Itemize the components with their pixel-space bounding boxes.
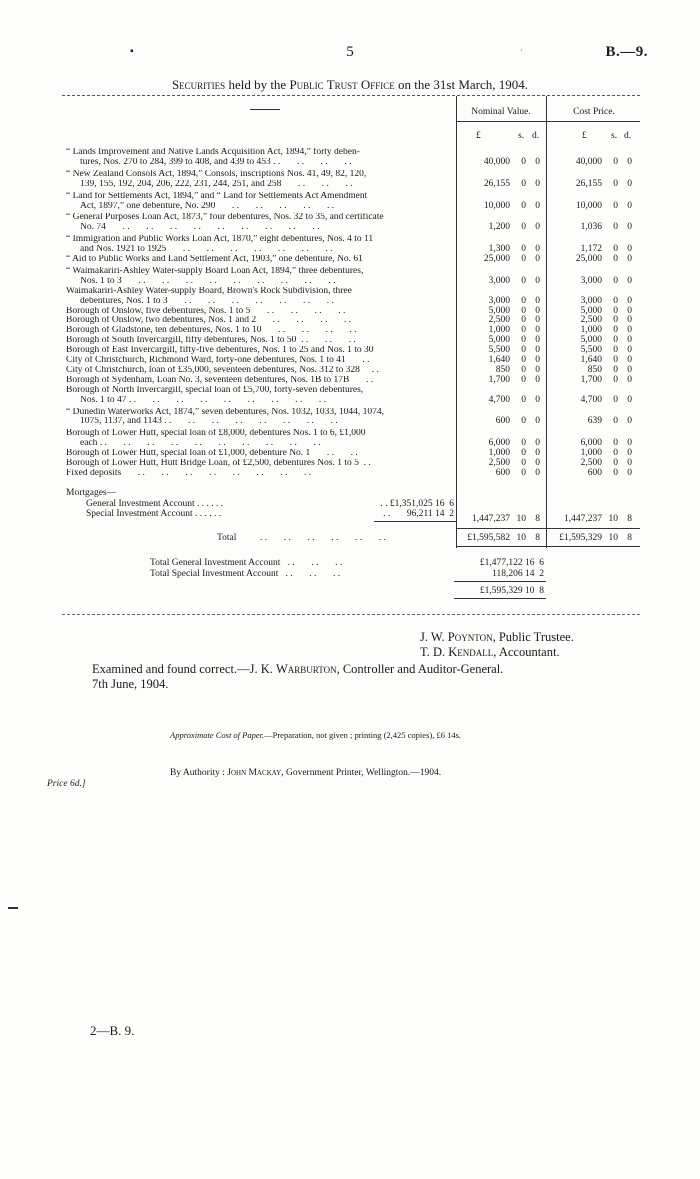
- grand-total-cost-s: 10: [608, 533, 618, 543]
- cell-cost-pence: 0: [627, 178, 632, 189]
- cell-nominal-shillings: 0: [521, 448, 526, 459]
- cell-cost-pence: 0: [627, 335, 632, 346]
- cell-cost-pounds: 26,155: [575, 178, 602, 189]
- cell-nominal-pounds: 850: [495, 364, 510, 375]
- table-bottom-rule: [62, 614, 640, 615]
- cell-cost-shillings: 0: [613, 244, 618, 255]
- cell-nominal-shillings: 0: [521, 394, 526, 405]
- cell-nominal-pounds: 1,700: [488, 374, 510, 385]
- row-text: debentures, Nos. 1 to 3 . . . . . . . . . . . . . .: [80, 296, 334, 306]
- authority-name: John Mackay: [227, 768, 282, 778]
- row-text: Borough of Sydenham, Loan No. 3, seventeen debentures, Nos. 1B to 17B . .: [66, 375, 374, 385]
- summary-general-label: Total General Investment Account . . . . . .: [150, 558, 343, 568]
- audit-prefix: Examined and found correct.—J. K.: [92, 662, 276, 676]
- cell-nominal-pence: 0: [535, 416, 540, 427]
- row-text: “ Waimakariri-Ashley Water-supply Board Loan Act, 1894,” three debentures,: [66, 266, 364, 276]
- signature-role-trustee: , Public Trustee.: [492, 630, 574, 644]
- grand-total-cost-d: 8: [627, 533, 632, 543]
- row-text: 139, 155, 192, 204, 206, 222, 231, 244, 251, and 258 . . . . . .: [80, 179, 353, 189]
- cell-cost-pounds: 1,172: [580, 244, 602, 255]
- cell-nominal-pounds: 1,200: [488, 222, 510, 233]
- total-leaders: . . . . . . . . . . . .: [260, 533, 386, 543]
- cell-cost-pence: 0: [627, 438, 632, 449]
- title-rest: on the 31st March, 1904.: [394, 77, 529, 92]
- price: Price 6d.]: [47, 779, 86, 789]
- title-securities: Securities: [171, 77, 226, 92]
- mortgage-special-amount: . . 96,211 14 2: [383, 509, 454, 519]
- cell-nominal-pounds: 1,300: [488, 244, 510, 255]
- cell-nominal-shillings: 0: [521, 275, 526, 286]
- cell-nominal-shillings: 0: [521, 458, 526, 468]
- cell-nominal-shillings: 0: [521, 200, 526, 211]
- row-text: Borough of Onslow, five debentures, Nos. 1 to 5 . . . . . . . .: [66, 306, 346, 316]
- cell-cost-pence: 0: [627, 458, 632, 468]
- cell-nominal-pence: 0: [535, 295, 540, 306]
- total-rule-bottom: [456, 546, 640, 547]
- cell-nominal-shillings: 0: [521, 374, 526, 385]
- summary-special-amount: 118,206 14 2: [492, 569, 544, 579]
- row-text: Fixed deposits . . . . . . . . . . . . . . . .: [66, 468, 312, 478]
- authority-line: [170, 768, 441, 778]
- grand-total-cost: £1,595,329: [559, 533, 602, 543]
- row-text: 1075, 1137, and 1143 . . . . . . . . . . . . . . . .: [80, 417, 338, 427]
- cell-cost-pence: 0: [627, 416, 632, 427]
- cell-nominal-pence: 0: [535, 335, 540, 346]
- cell-cost-pounds: 850: [587, 364, 602, 375]
- audit-name: Warburton: [275, 662, 337, 676]
- row-text: tures, Nos. 270 to 284, 399 to 408, and 439 to 453 . . . . . . . .: [80, 157, 352, 167]
- cell-cost-shillings: 0: [613, 467, 618, 478]
- cell-nominal-shillings: 0: [521, 364, 526, 375]
- summary-special-label: Total Special Investment Account . . . . . .: [150, 569, 341, 579]
- cell-nominal-pounds: 2,500: [488, 315, 510, 326]
- cell-nominal-shillings: 0: [521, 355, 526, 365]
- mortgage-general-amount: . . £1,351,025 16 6: [380, 499, 454, 509]
- cell-cost-shillings: 0: [613, 254, 618, 264]
- cell-nominal-pence: 0: [535, 222, 540, 233]
- cell-cost-shillings: 0: [613, 416, 618, 427]
- cell-cost-shillings: 0: [613, 364, 618, 375]
- cell-nominal-shillings: 0: [521, 416, 526, 427]
- unit-d-cost: d.: [624, 131, 632, 141]
- cell-nominal-pounds: 4,700: [488, 394, 510, 405]
- row-text: No. 74 . . . . . . . . . . . . . . . . . .: [80, 223, 320, 233]
- row-text: Borough of Onslow, two debentures, Nos. 1 and 2 . . . . . . . .: [66, 316, 352, 326]
- cell-nominal-pence: 0: [535, 315, 540, 326]
- summary-general-amount: £1,477,122 16 6: [479, 558, 544, 568]
- unit-pound-nominal: £: [476, 131, 481, 141]
- print-mark-2: ·: [520, 46, 523, 55]
- cost-text: —Preparation, not given ; printing (2,425 copies), £6 14s.: [264, 730, 462, 740]
- cell-cost-shillings: 0: [613, 222, 618, 233]
- cell-nominal-shillings: 0: [521, 335, 526, 346]
- grand-total-nominal-s: 10: [516, 533, 526, 543]
- cell-nominal-pence: 0: [535, 467, 540, 478]
- row-text: Waimakariri-Ashley Water-supply Board, Brown's Rock Subdivision, three: [66, 286, 352, 296]
- cell-nominal-pence: 0: [535, 325, 540, 336]
- total-label: Total: [217, 533, 237, 543]
- column-header-nominal: Nominal Value.: [471, 107, 531, 117]
- cell-cost-pence: 0: [627, 355, 632, 365]
- title-mid: held by the: [225, 77, 290, 92]
- cell-cost-pence: 0: [627, 374, 632, 385]
- mortgage-total-cost: 1,447,237: [564, 514, 602, 524]
- row-text: Borough of Lower Hutt, Hutt Bridge Loan, of £2,500, debentures Nos. 1 to 5 . .: [66, 459, 371, 468]
- cell-cost-pounds: 600: [587, 467, 602, 478]
- cell-cost-shillings: 0: [613, 156, 618, 167]
- cell-nominal-pounds: 6,000: [488, 438, 510, 449]
- cell-cost-pence: 0: [627, 275, 632, 286]
- total-rule-top: [456, 528, 640, 529]
- cell-cost-pounds: 5,000: [580, 335, 602, 346]
- cell-nominal-shillings: 0: [521, 345, 526, 356]
- cell-cost-pounds: 2,500: [580, 315, 602, 326]
- row-text: Borough of North Invercargill, special loan of £5,700, forty-seven debentures,: [66, 385, 364, 395]
- cell-nominal-pence: 0: [535, 156, 540, 167]
- cell-cost-pounds: 639: [587, 416, 602, 427]
- row-text: “ Aid to Public Works and Land Settlement Act, 1903,” one debenture, No. 61: [66, 255, 363, 264]
- authority-prefix: By Authority :: [170, 768, 228, 778]
- cell-nominal-pence: 0: [535, 458, 540, 468]
- signature-accountant: [420, 645, 560, 660]
- cell-nominal-pounds: 600: [495, 416, 510, 427]
- row-text: Borough of Lower Hutt, special loan of £1,000, debenture No. 1 . . . .: [66, 449, 358, 459]
- row-text: “ Lands Improvement and Native Lands Acquisition Act, 1894,” forty deben-: [66, 148, 360, 157]
- cell-cost-shillings: 0: [613, 438, 618, 449]
- cell-cost-shillings: 0: [613, 374, 618, 385]
- summary-total-amount: £1,595,329 10 8: [479, 586, 544, 596]
- cell-nominal-shillings: 0: [521, 315, 526, 326]
- document-reference: B.—9.: [605, 44, 648, 60]
- cell-nominal-shillings: 0: [521, 438, 526, 449]
- cell-nominal-pence: 0: [535, 438, 540, 449]
- cell-nominal-pence: 0: [535, 345, 540, 356]
- cell-cost-pence: 0: [627, 295, 632, 306]
- cell-nominal-pounds: 25,000: [483, 254, 510, 264]
- cell-cost-pence: 0: [627, 364, 632, 375]
- row-text: Nos. 1 to 3 . . . . . . . . . . . . . . . . . .: [80, 276, 336, 286]
- table-top-rule: [62, 95, 640, 96]
- cell-cost-pounds: 1,640: [580, 355, 602, 365]
- mortgage-total-nominal-d: 8: [535, 514, 540, 524]
- page-title: [0, 77, 700, 93]
- cell-cost-pounds: 2,500: [580, 458, 602, 468]
- cell-cost-pounds: 5,500: [580, 345, 602, 356]
- cell-cost-shillings: 0: [613, 325, 618, 336]
- cell-cost-shillings: 0: [613, 458, 618, 468]
- cell-nominal-pounds: 5,000: [488, 335, 510, 346]
- cell-nominal-pence: 0: [535, 254, 540, 264]
- cell-cost-pounds: 1,700: [580, 374, 602, 385]
- summary-rule-bottom: [454, 598, 546, 599]
- cell-cost-pounds: 6,000: [580, 438, 602, 449]
- cell-nominal-pence: 0: [535, 305, 540, 316]
- cell-cost-shillings: 0: [613, 448, 618, 459]
- cell-nominal-pounds: 26,155: [483, 178, 510, 189]
- title-office: Public Trust Office: [289, 77, 395, 92]
- cell-nominal-pounds: 5,500: [488, 345, 510, 356]
- cell-cost-shillings: 0: [613, 200, 618, 211]
- cell-cost-pounds: 40,000: [575, 156, 602, 167]
- column-divider-cost: [546, 96, 547, 548]
- cell-cost-shillings: 0: [613, 394, 618, 405]
- row-text: “ Dunedin Waterworks Act, 1874,” seven debentures, Nos. 1032, 1033, 1044, 1074,: [66, 407, 385, 417]
- cell-nominal-pounds: 10,000: [483, 200, 510, 211]
- cell-cost-pence: 0: [627, 305, 632, 316]
- signature-name-kendall: T. D. Kendall: [420, 645, 494, 659]
- signature-public-trustee: [420, 630, 574, 645]
- cell-cost-pounds: 1,000: [580, 325, 602, 336]
- row-text: “ General Purposes Loan Act, 1873,” four debentures, Nos. 32 to 35, and certificate: [66, 213, 384, 223]
- cell-cost-pounds: 4,700: [580, 394, 602, 405]
- row-text: “ Immigration and Public Works Loan Act, 1870,” eight debentures, Nos. 4 to 11: [66, 235, 374, 245]
- row-text: Act, 1897,” one debenture, No. 290 . . . . . . . . . .: [80, 201, 335, 211]
- audit-date: 7th June, 1904.: [92, 677, 169, 691]
- cell-cost-shillings: 0: [613, 315, 618, 326]
- unit-s-nominal: s.: [518, 131, 525, 141]
- cell-cost-shillings: 0: [613, 355, 618, 365]
- audit-suffix: , Controller and Auditor-General.: [336, 662, 504, 676]
- cell-cost-pounds: 3,000: [580, 275, 602, 286]
- cell-cost-pence: 0: [627, 448, 632, 459]
- cell-nominal-shillings: 0: [521, 295, 526, 306]
- cell-nominal-shillings: 0: [521, 244, 526, 255]
- mortgage-total-nominal-s: 10: [516, 514, 526, 524]
- cell-cost-pence: 0: [627, 325, 632, 336]
- row-text: Nos. 1 to 47 . . . . . . . . . . . . . . . . . .: [80, 395, 326, 405]
- row-text: “ New Zealand Consols Act, 1894,” Consols, inscriptions Nos. 41, 49, 82, 120,: [66, 169, 367, 179]
- cost-label: Approximate Cost of Paper.: [170, 730, 265, 740]
- cell-nominal-shillings: 0: [521, 467, 526, 478]
- cell-cost-pounds: 10,000: [575, 200, 602, 211]
- cell-nominal-pence: 0: [535, 275, 540, 286]
- mortgage-general-label: General Investment Account . . . . . .: [86, 499, 224, 509]
- mortgage-total-nominal: 1,447,237: [472, 514, 510, 524]
- cell-cost-pounds: 1,036: [580, 222, 602, 233]
- cell-nominal-shillings: 0: [521, 325, 526, 336]
- cell-cost-pence: 0: [627, 200, 632, 211]
- mortgage-total-cost-s: 10: [608, 514, 618, 524]
- cell-nominal-pence: 0: [535, 364, 540, 375]
- mortgage-sum-rule: [374, 521, 456, 522]
- page-number: 5: [346, 44, 354, 60]
- row-text: Borough of Gladstone, ten debentures, Nos. 1 to 10 . . . . . . . .: [66, 326, 357, 336]
- authority-suffix: , Government Printer, Wellington.—1904.: [281, 768, 442, 778]
- cell-cost-pence: 0: [627, 467, 632, 478]
- cell-cost-shillings: 0: [613, 295, 618, 306]
- cell-cost-pence: 0: [627, 156, 632, 167]
- mortgage-special-label: Special Investment Account . . . . . .: [86, 509, 222, 519]
- cell-nominal-pounds: 1,000: [488, 325, 510, 336]
- row-text: “ Land for Settlements Act, 1894,” and “ Land for Settlements Act Amendment: [66, 191, 368, 201]
- grand-total-nominal-d: 8: [535, 533, 540, 543]
- cell-cost-shillings: 0: [613, 275, 618, 286]
- row-text: City of Christchurch, Richmond Ward, forty-one debentures, Nos. 1 to 41 . .: [66, 356, 370, 365]
- cell-nominal-shillings: 0: [521, 178, 526, 189]
- cell-nominal-pounds: 1,000: [488, 448, 510, 459]
- cell-nominal-pounds: 1,640: [488, 355, 510, 365]
- cell-nominal-pounds: 3,000: [488, 275, 510, 286]
- cell-cost-pounds: 25,000: [575, 254, 602, 264]
- cell-cost-pounds: 5,000: [580, 305, 602, 316]
- cell-nominal-pence: 0: [535, 244, 540, 255]
- row-text: Borough of South Invercargill, fifty debentures, Nos. 1 to 50 . . . . . .: [66, 336, 356, 346]
- edge-mark: [8, 907, 18, 909]
- cell-cost-shillings: 0: [613, 335, 618, 346]
- signature-name-poynton: J. W. Poynton: [420, 630, 493, 644]
- mortgages-label: Mortgages—: [66, 488, 117, 498]
- row-text: and Nos. 1921 to 1925 . . . . . . . . . . . . . .: [80, 245, 333, 255]
- row-text: Borough of East Invercargill, fifty-five debentures, Nos. 1 to 25 and Nos. 1 to 30: [66, 346, 374, 356]
- cell-cost-pence: 0: [627, 345, 632, 356]
- cell-nominal-pounds: 2,500: [488, 458, 510, 468]
- cell-nominal-pence: 0: [535, 200, 540, 211]
- cell-cost-pence: 0: [627, 254, 632, 264]
- cell-nominal-pence: 0: [535, 394, 540, 405]
- unit-s-cost: s.: [611, 131, 618, 141]
- cell-cost-shillings: 0: [613, 305, 618, 316]
- cell-nominal-shillings: 0: [521, 305, 526, 316]
- signature-role-accountant: , Accountant.: [493, 645, 560, 659]
- cell-nominal-pence: 0: [535, 178, 540, 189]
- cell-nominal-pence: 0: [535, 448, 540, 459]
- cell-nominal-pence: 0: [535, 374, 540, 385]
- unit-d-nominal: d.: [532, 131, 540, 141]
- header-rule: [456, 121, 640, 122]
- column-header-cost: Cost Price.: [573, 107, 615, 117]
- mortgage-total-cost-d: 8: [627, 514, 632, 524]
- cell-nominal-pounds: 5,000: [488, 305, 510, 316]
- cell-nominal-pence: 0: [535, 355, 540, 365]
- row-text: each . . . . . . . . . . . . . . . . . . . .: [80, 439, 321, 449]
- sheet-signature-mark: 2—B. 9.: [90, 1023, 135, 1038]
- cell-cost-pounds: 3,000: [580, 295, 602, 306]
- summary-rule-top: [454, 581, 546, 582]
- column-divider-nominal: [456, 96, 457, 548]
- cost-of-paper: [170, 730, 461, 740]
- cell-cost-pence: 0: [627, 315, 632, 326]
- cell-nominal-pounds: 3,000: [488, 295, 510, 306]
- cell-cost-shillings: 0: [613, 345, 618, 356]
- cell-cost-shillings: 0: [613, 178, 618, 189]
- row-text: Borough of Lower Hutt, special loan of £8,000, debentures Nos. 1 to 6, £1,000: [66, 429, 366, 439]
- cell-cost-pounds: 1,000: [580, 448, 602, 459]
- row-text: City of Christchurch, loan of £35,000, seventeen debentures, Nos. 312 to 328 . .: [66, 365, 379, 375]
- print-mark: ▪: [130, 46, 134, 57]
- cell-nominal-shillings: 0: [521, 156, 526, 167]
- cell-nominal-pounds: 600: [495, 467, 510, 478]
- cell-cost-pence: 0: [627, 222, 632, 233]
- cell-nominal-pounds: 40,000: [483, 156, 510, 167]
- unit-pound-cost: £: [582, 131, 587, 141]
- audit-statement: [92, 662, 503, 677]
- grand-total-nominal: £1,595,582: [467, 533, 510, 543]
- header-dash: [250, 109, 280, 110]
- cell-nominal-shillings: 0: [521, 222, 526, 233]
- cell-cost-pence: 0: [627, 394, 632, 405]
- cell-cost-pence: 0: [627, 244, 632, 255]
- cell-nominal-shillings: 0: [521, 254, 526, 264]
